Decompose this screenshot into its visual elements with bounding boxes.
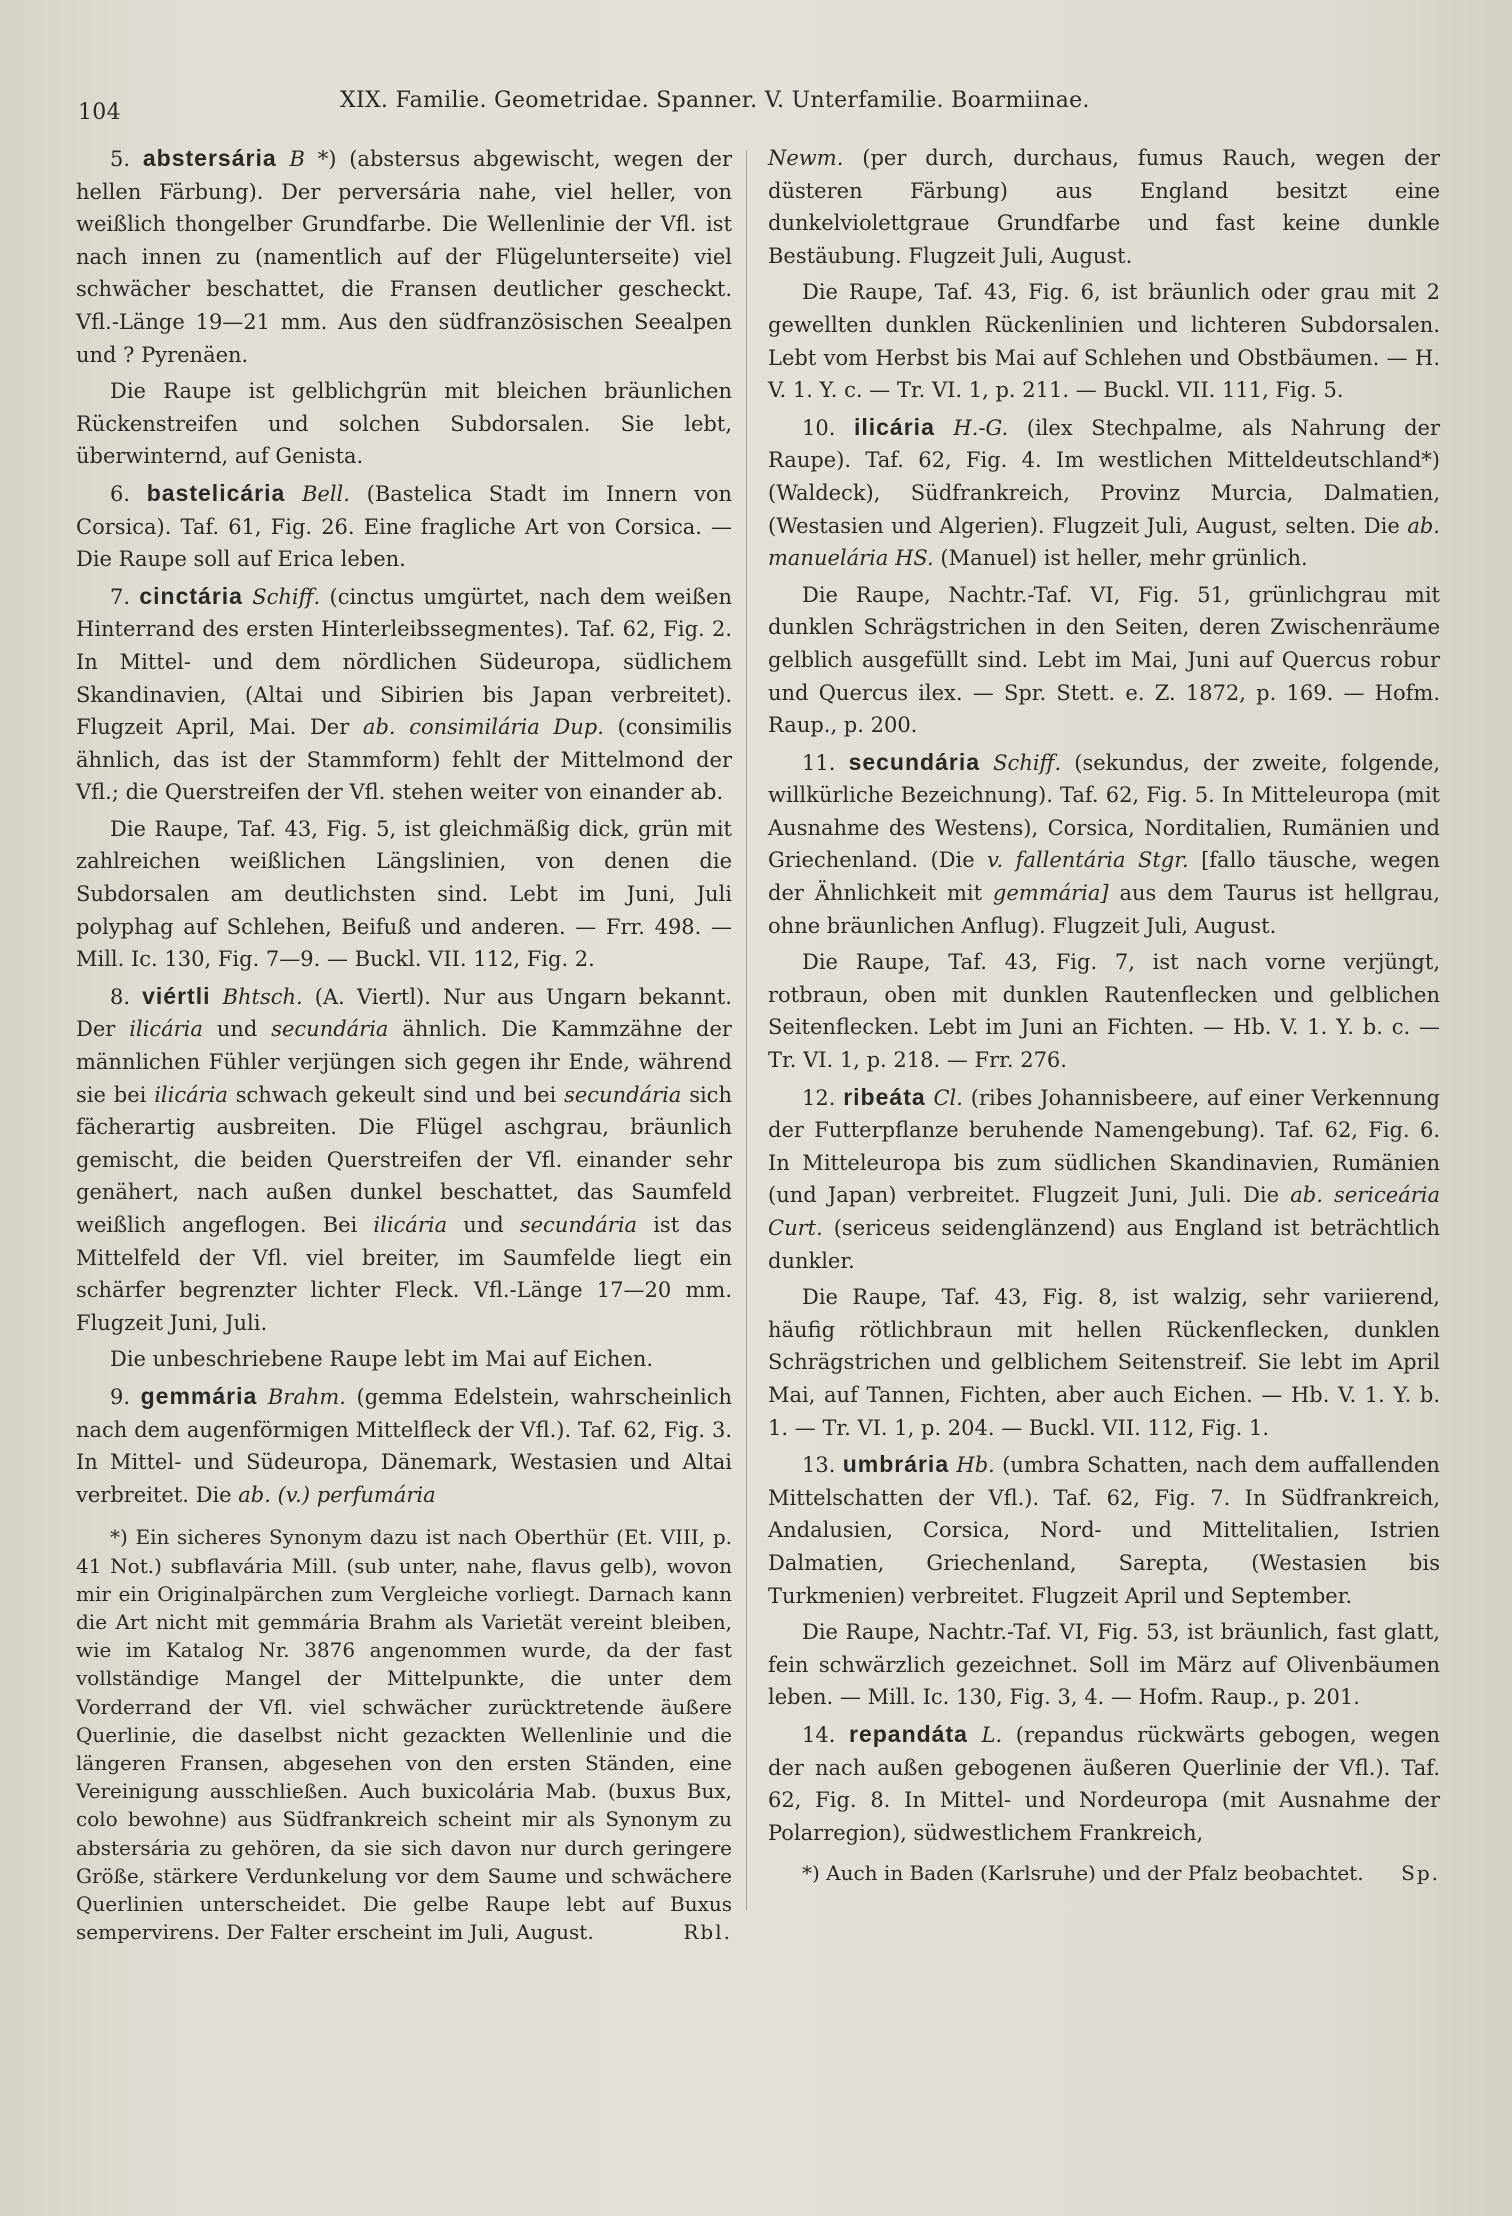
entry-cinctaria	[76, 580, 732, 809]
entry-repandata	[768, 1718, 1440, 1849]
footnote-signature: Rbl.	[683, 1920, 732, 1945]
larva-paragraph: Die Raupe ist gelblichgrün mit bleichen bräunlichen Rückenstreifen und solchen Subdorsalen. Sie lebt, überwinternd, auf Genista.	[76, 379, 732, 469]
running-header	[78, 82, 1422, 125]
running-title: XIX. Familie. Geometridae. Spanner. V. Unterfamilie. Boarmiinae.	[340, 88, 1090, 113]
species-name: bastelicária	[146, 479, 286, 506]
aberration-name: ab. consimilária Dup.	[362, 715, 604, 740]
species-author: Schiff.	[993, 750, 1062, 775]
species-ref: ilicária	[373, 1213, 448, 1237]
entry-ilicaria	[768, 411, 1440, 575]
entry-text: (Bastelica Stadt im Innern von Corsica). Taf. 61, Fig. 26. Eine fragliche Art von Corsica. — Die Raupe soll auf Erica leben.	[76, 481, 732, 572]
species-author: Newm.	[768, 146, 844, 170]
entry-text: (cinctus umgürtet, nach dem weißen Hinterrand des ersten Hinterleibssegmentes). Taf. 62, Fig. 2. In Mittel- und dem nördlichen Südeuropa, südlichem Skandinavien, (Altai und Sibirien bis Japan verbreitet). Flugzeit April, Mai. Der	[76, 584, 732, 740]
species-name: gemmária	[140, 1382, 258, 1409]
species-author: Cl.	[933, 1085, 963, 1110]
species-ref: secundária	[519, 1213, 638, 1237]
larva-paragraph: Die Raupe, Taf. 43, Fig. 5, ist gleichmäßig dick, grün mit zahlreichen weißlichen Längslinien, von denen die Subdorsalen am deutlichsten sind. Lebt im Juni, Juli polyphag auf Schlehen, Beifuß und anderen. — Frr. 498. — Mill. Ic. 130, Fig. 7—9. — Buckl. VII. 112, Fig. 2.	[76, 816, 732, 972]
entry-text: ist das Mittelfeld der Vfl. viel breiter, im Saumfelde liegt ein schärfer begrenzter lichter Fleck. Vfl.-Länge 17—20 mm. Flugzeit Juni, Juli.	[76, 1213, 732, 1335]
entry-number: 12.	[802, 1085, 836, 1110]
footnote-text	[76, 1523, 732, 1946]
variety-name: v. fallentária Stgr.	[987, 848, 1189, 873]
entry-text: und	[463, 1213, 504, 1237]
species-ref: secundária	[564, 1082, 682, 1107]
species-ref: secundária	[271, 1017, 389, 1042]
entry-text: (sekundus, der zweite, folgende, willkürliche Bezeichnung). Taf. 62, Fig. 5. In Mitteleuropa (mit Ausnahme des Westens), Corsica, Norditalien, Rumänien und Griechenland. (Die	[768, 750, 1441, 873]
aberration-name: ab. manuelária HS.	[768, 513, 1440, 571]
entry-number: 9.	[110, 1384, 131, 1409]
species-name: ilicária	[853, 413, 935, 440]
entry-text: (umbra Schatten, nach dem auffallenden Mittelschatten der Vfl.). Taf. 62, Fig. 7. In Südfrankreich, Andalusien, Corsica, Nord- und Mittelitalien, Istrien Dalmatien, Griechenland, Sarepta, (Westasien bis Turkmenien) verbreitet. Flugzeit April und September.	[768, 1453, 1440, 1608]
entry-number: 7.	[110, 584, 131, 609]
species-author: Hb.	[956, 1453, 995, 1478]
species-name: viértli	[142, 982, 211, 1009]
entry-text: (repandus rückwärts gebogen, wegen der nach außen gebogenen äußeren Querlinie der Vfl.). Taf. 62, Fig. 8. In Mittel- und Nordeuropa (mit Ausnahme der Polarregion), südwestlichem Frankreich,	[768, 1722, 1441, 1845]
entry-text: und	[216, 1017, 258, 1042]
entry-continuation	[768, 142, 1440, 272]
entry-secundaria	[768, 746, 1440, 943]
entry-number: 10.	[802, 415, 836, 440]
entry-text: (Manuel) ist heller, mehr grünlich.	[940, 546, 1308, 571]
aberration-name: ab. sericeária Curt.	[768, 1183, 1440, 1240]
entry-umbraria	[768, 1448, 1440, 1612]
species-name: secundária	[848, 748, 981, 775]
entry-number: 14.	[802, 1722, 836, 1747]
entry-ribeata	[768, 1081, 1440, 1278]
entry-text: (ilex Stechpalme, als Nahrung der Raupe). Taf. 62, Fig. 4. Im westlichen Mitteldeutschland*) (Waldeck), Südfrankreich, Provinz Murcia, Dalmatien, (Westasien und Algerien). Flugzeit Juli, August, selten. Die	[768, 415, 1440, 538]
entry-abstersaria	[76, 142, 732, 371]
entry-number: 13.	[802, 1453, 836, 1478]
species-author: H.-G.	[953, 415, 1009, 440]
entry-gemmaria	[76, 1380, 732, 1511]
column-divider	[746, 150, 747, 1910]
entry-text: (gemma Edelstein, wahrscheinlich nach dem augenförmigen Mittelfleck der Vfl.). Taf. 62, Fig. 3. In Mittel- und Südeuropa, Dänemark, Westasien und Altai verbreitet. Die	[76, 1384, 733, 1507]
species-author: Bell.	[301, 481, 350, 506]
larva-paragraph: Die Raupe, Nachtr.-Taf. VI, Fig. 53, ist bräunlich, fast glatt, fein schwärzlich gezeichnet. Soll im März auf Olivenbäumen leben. — Mill. Ic. 130, Fig. 3, 4. — Hofm. Raup., p. 201.	[768, 1620, 1440, 1710]
species-author: Brahm.	[267, 1384, 346, 1409]
footnote-body: *) Auch in Baden (Karlsruhe) und der Pfalz beobachtet.	[802, 1861, 1364, 1886]
entry-text: (A. Viertl). Nur aus Ungarn bekannt. Der	[76, 984, 732, 1042]
entry-text: (per durch, durchaus, fumus Rauch, wegen der düsteren Färbung) aus England besitzt eine dunkelviolettgraue Grundfarbe und fast keine dunkle Bestäubung. Flugzeit Juli, August.	[768, 146, 1440, 268]
entry-text: sich fächerartig ausbreiten. Die Flügel aschgrau, bräunlich gemischt, die beiden Querstreifen der Vfl. einander sehr genähert, nach außen dunkel beschattet, das Saumfeld weißlich angeflogen. Bei	[76, 1082, 732, 1237]
entry-text: [fallo täusche, wegen der Ähnlichkeit mit	[768, 848, 1440, 906]
entry-number: 5.	[110, 147, 131, 171]
species-name: cinctária	[139, 582, 243, 609]
footnote-body: *) Ein sicheres Synonym dazu ist nach Oberthür (Et. VIII, p. 41 Not.) subflavária Mill. (sub unter, nahe, flavus gelb), wovon mir ein Originalpärchen zum Vergleiche vorliegt. Darnach kann die Art nicht mit gemmária Brahm als Varietät vereint bleiben, wie im Katalog Nr. 3876 angenommen wurde, da der fast vollständige Mangel der Mittelpunkte, die unter dem Vorderrand der Vfl. viel schwächer zurücktretende äußere Querlinie, die daselbst nicht gezackten Wellenlinie und die längeren Fransen, abgesehen von den ersten Ständen, eine Vereinigung ausschließen. Auch buxicolária Mab. (buxus Bux, colo bewohne) aus Südfrankreich scheint mir als Synonym zu abstersária zu gehören, da sie sich davon nur durch geringere Größe, stärkere Verdunkelung vor dem Saume und schwächere Querlinien unterscheidet. Die gelbe Raupe lebt auf Buxus sempervirens. Der Falter erscheint im Juli, August.	[76, 1525, 732, 1945]
larva-paragraph: Die unbeschriebene Raupe lebt im Mai auf Eichen.	[110, 1347, 654, 1372]
entry-text: schwach gekeult sind und bei	[235, 1082, 557, 1107]
larva-paragraph: Die Raupe, Taf. 43, Fig. 6, ist bräunlich oder grau mit 2 gewellten dunklen Rückenlinien und lichteren Subdorsalen. Lebt vom Herbst bis Mai auf Schlehen und Obstbäumen. — H. V. 1. Y. c. — Tr. VI. 1, p. 211. — Buckl. VII. 111, Fig. 5.	[768, 280, 1440, 403]
footnote-right	[768, 1859, 1440, 1887]
entry-text: (ribes Johannisbeere, auf einer Verkennung der Futterpflanze beruhende Namengebung). Taf. 62, Fig. 6. In Mitteleuropa bis zum südlichen Skandinavien, Rumänien (und Japan) verbreitet. Flugzeit Juni, Juli. Die	[768, 1085, 1440, 1208]
species-author: B	[289, 147, 305, 171]
entry-text: (sericeus seidenglänzend) aus England ist beträchtlich dunkler.	[768, 1216, 1440, 1273]
species-author: Schiff.	[252, 584, 321, 609]
entry-number: 11.	[802, 750, 836, 775]
larva-paragraph: Die Raupe, Taf. 43, Fig. 8, ist walzig, sehr variierend, häufig rötlichbraun mit hellen Rückenflecken, dunklen Schrägstrichen und gelblichem Seitenstreif. Sie lebt im April Mai, auf Tannen, Fichten, aber auch Eichen. — Hb. V. 1. Y. b. 1. — Tr. VI. 1, p. 204. — Buckl. VII. 112, Fig. 1.	[768, 1285, 1440, 1440]
left-column	[76, 142, 732, 1950]
footnote-signature: Sp.	[1401, 1861, 1440, 1886]
species-ref: gemmária]	[992, 881, 1109, 906]
larva-paragraph: Die Raupe, Nachtr.-Taf. VI, Fig. 51, grünlichgrau mit dunklen Schrägstrichen in den Seiten, deren Zwischenräume gelblich ausgefüllt sind. Lebt im Mai, Juni auf Quercus robur und Quercus ilex. — Spr. Stett. e. Z. 1872, p. 169. — Hofm. Raup., p. 200.	[768, 582, 1440, 738]
species-ref: ilicária	[154, 1082, 228, 1107]
entry-bastelicaria	[76, 477, 732, 576]
entry-number: 8.	[110, 984, 131, 1009]
right-column	[768, 142, 1440, 1891]
entry-number: 6.	[110, 481, 131, 506]
aberration-name: ab. (v.) perfumária	[238, 1482, 436, 1507]
species-name: abstersária	[142, 145, 277, 171]
species-name: umbrária	[842, 1451, 950, 1478]
larva-paragraph: Die Raupe, Taf. 43, Fig. 7, ist nach vorne verjüngt, rotbraun, oben mit dunklen Rautenflecken und gelblichen Seitenflecken. Lebt im Juni an Fichten. — Hb. V. 1. Y. b. c. — Tr. VI. 1, p. 218. — Frr. 276.	[768, 950, 1440, 1073]
entry-text: (consimilis ähnlich, das ist der Stammform) fehlt der Mittelmond der Vfl.; die Querstreifen der Vfl. stehen weiter von einander ab.	[76, 715, 732, 805]
entry-text: *) (abstersus abgewischt, wegen der hellen Färbung). Der perversária nahe, viel heller, von weißlich thongelber Grundfarbe. Die Wellenlinie der Vfl. ist nach innen zu (namentlich auf der Flügelunterseite) viel schwächer beschattet, die Fransen deutlicher gescheckt. Vfl.-Länge 19—21 mm. Aus den südfranzösischen Seealpen und ? Pyrenäen.	[76, 147, 732, 367]
footnote-separator	[76, 1515, 732, 1523]
entry-viertli	[76, 980, 732, 1340]
species-name: repandáta	[849, 1720, 968, 1747]
footnote-left	[76, 1523, 732, 1946]
species-author: Bhtsch.	[222, 984, 303, 1009]
footnote-text	[768, 1859, 1440, 1887]
page-number: 104	[78, 100, 121, 125]
species-name: ribeáta	[843, 1083, 926, 1110]
entry-text: aus dem Taurus ist hellgrau, ohne bräunlichen Anflug). Flugzeit Juli, August.	[768, 881, 1440, 938]
species-author: L.	[981, 1722, 1003, 1747]
entry-text: ähnlich. Die Kammzähne der männlichen Fühler verjüngen sich gegen ihr Ende, während sie bei	[76, 1017, 732, 1107]
species-ref: ilicária	[129, 1017, 203, 1042]
